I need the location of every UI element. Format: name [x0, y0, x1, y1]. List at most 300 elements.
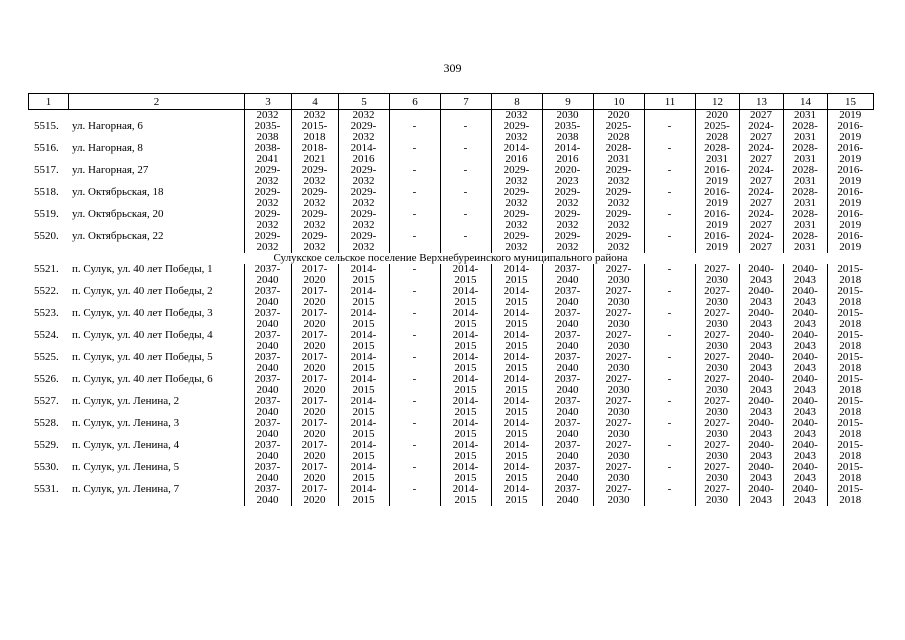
year-cell: 2014-	[440, 462, 491, 473]
row-number: 5525.	[34, 352, 59, 363]
year-cell	[389, 110, 440, 121]
row-number	[28, 319, 68, 330]
year-cell: 2030	[593, 319, 644, 330]
year-cell: 2015-	[827, 352, 873, 363]
year-cell: 2016-	[827, 143, 873, 154]
year-cell: 2014-	[338, 418, 389, 429]
year-cell: 2037-	[244, 330, 291, 341]
row-number: 5518.	[34, 187, 59, 198]
year-cell: 2019	[827, 132, 873, 143]
year-cell: 2015	[338, 407, 389, 418]
row-number	[28, 198, 68, 209]
row-number	[28, 275, 68, 286]
header-col-14: 14	[784, 94, 828, 110]
table-row	[28, 286, 873, 297]
year-cell: 2032	[542, 198, 593, 209]
year-cell: 2040	[244, 473, 291, 484]
year-cell: -	[389, 418, 440, 429]
year-cell: 2032	[593, 198, 644, 209]
year-cell: 2037-	[244, 374, 291, 385]
year-cell: 2024-	[739, 143, 783, 154]
year-cell	[644, 242, 695, 253]
address-cell: п. Сулук, ул. 40 лет Победы, 2	[72, 286, 213, 297]
year-cell: 2040	[244, 341, 291, 352]
year-cell: 2014-	[338, 264, 389, 275]
year-cell: 2027	[739, 110, 783, 121]
year-cell: 2015	[338, 451, 389, 462]
year-cell	[389, 220, 440, 231]
year-cell: 2019	[695, 220, 739, 231]
year-cell: 2018	[827, 407, 873, 418]
year-cell: 2014-	[542, 143, 593, 154]
year-cell: 2030	[695, 297, 739, 308]
year-cell: 2040-	[783, 330, 827, 341]
year-cell: -	[389, 440, 440, 451]
year-cell: 2027-	[593, 440, 644, 451]
year-cell: 2015	[440, 341, 491, 352]
header-col-13: 13	[740, 94, 784, 110]
year-cell: 2031	[695, 154, 739, 165]
year-cell: 2040-	[739, 374, 783, 385]
year-cell: 2015-	[827, 286, 873, 297]
year-cell: 2030	[593, 341, 644, 352]
year-cell: 2014-	[491, 396, 542, 407]
year-cell: 2015	[338, 363, 389, 374]
year-cell: 2027-	[695, 418, 739, 429]
year-cell: 2023	[542, 176, 593, 187]
table-row	[28, 132, 873, 143]
year-cell: 2031	[593, 154, 644, 165]
year-cell: 2032	[291, 110, 338, 121]
year-cell: 2032	[291, 220, 338, 231]
year-cell: 2029-	[491, 165, 542, 176]
address-cell	[68, 363, 244, 374]
address-cell	[68, 297, 244, 308]
page-number: 309	[443, 61, 462, 75]
table-row	[28, 297, 873, 308]
year-cell: 2032	[593, 220, 644, 231]
year-cell: 2029-	[593, 231, 644, 242]
year-cell: 2040	[244, 385, 291, 396]
year-cell: 2029-	[244, 231, 291, 242]
year-cell: 2040	[542, 275, 593, 286]
year-cell: 2027-	[593, 374, 644, 385]
year-cell: 2032	[491, 220, 542, 231]
table-row	[28, 143, 873, 154]
year-cell: 2020	[291, 341, 338, 352]
row-number	[28, 385, 68, 396]
year-cell	[440, 154, 491, 165]
year-cell: 2040	[244, 495, 291, 506]
year-cell: 2014-	[491, 462, 542, 473]
year-cell: 2029-	[338, 165, 389, 176]
year-cell: -	[644, 286, 695, 297]
year-cell: 2027	[739, 154, 783, 165]
year-cell: 2030	[593, 275, 644, 286]
year-cell: 2038	[244, 132, 291, 143]
header-col-8: 8	[492, 94, 543, 110]
year-cell: 2018	[827, 275, 873, 286]
year-cell	[389, 176, 440, 187]
year-cell	[389, 341, 440, 352]
year-cell: 2040-	[739, 396, 783, 407]
year-cell: 2040	[542, 407, 593, 418]
year-cell: 2035-	[244, 121, 291, 132]
row-number	[28, 154, 68, 165]
year-cell: 2018	[827, 495, 873, 506]
year-cell: 2032	[244, 198, 291, 209]
year-cell: 2018	[827, 319, 873, 330]
year-cell: 2018	[827, 297, 873, 308]
year-cell: 2014-	[440, 330, 491, 341]
year-cell: 2027-	[593, 286, 644, 297]
year-cell: 2014-	[338, 462, 389, 473]
row-number: 5519.	[34, 209, 59, 220]
year-cell	[389, 242, 440, 253]
year-cell: 2032	[244, 220, 291, 231]
year-cell: 2030	[695, 495, 739, 506]
section-heading-row	[28, 253, 873, 264]
year-cell: -	[644, 209, 695, 220]
year-cell: -	[389, 187, 440, 198]
table-row	[28, 308, 873, 319]
year-cell	[644, 385, 695, 396]
row-number	[28, 220, 68, 231]
row-number	[28, 242, 68, 253]
address-cell	[68, 275, 244, 286]
year-cell: 2032	[338, 198, 389, 209]
year-cell: 2037-	[542, 484, 593, 495]
year-cell: 2015	[440, 451, 491, 462]
year-cell	[644, 407, 695, 418]
year-cell: 2032	[491, 198, 542, 209]
year-cell: 2027-	[593, 264, 644, 275]
year-cell: -	[389, 396, 440, 407]
year-cell: 2015-	[827, 418, 873, 429]
year-cell: 2030	[695, 363, 739, 374]
year-cell: 2032	[244, 110, 291, 121]
header-col-1: 1	[29, 94, 69, 110]
year-cell: -	[644, 330, 695, 341]
year-cell: 2040-	[783, 308, 827, 319]
year-cell: 2043	[783, 407, 827, 418]
table-row	[28, 451, 873, 462]
header-row	[29, 94, 874, 110]
row-number: 5530.	[34, 462, 59, 473]
year-cell: 2016-	[695, 187, 739, 198]
year-cell: 2032	[542, 242, 593, 253]
year-cell: 2019	[827, 154, 873, 165]
year-cell: 2014-	[491, 440, 542, 451]
table-row	[28, 275, 873, 286]
table-row	[28, 352, 873, 363]
year-cell: -	[440, 121, 491, 132]
year-cell: 2016-	[827, 121, 873, 132]
year-cell: 2016-	[695, 165, 739, 176]
year-cell: -	[644, 352, 695, 363]
year-cell: 2020	[291, 275, 338, 286]
table-row	[28, 231, 873, 242]
row-number: 5521.	[34, 264, 59, 275]
year-cell: 2016-	[695, 231, 739, 242]
year-cell: 2043	[783, 451, 827, 462]
year-cell: 2019	[827, 198, 873, 209]
header-col-4: 4	[292, 94, 339, 110]
row-number	[28, 363, 68, 374]
year-cell: 2032	[338, 220, 389, 231]
row-number	[28, 297, 68, 308]
year-cell: 2017-	[291, 330, 338, 341]
table-row	[28, 341, 873, 352]
year-cell	[644, 198, 695, 209]
year-cell: -	[389, 264, 440, 275]
year-cell: 2020	[291, 385, 338, 396]
year-cell: -	[644, 396, 695, 407]
year-cell	[389, 407, 440, 418]
address-cell	[68, 132, 244, 143]
address-cell	[68, 319, 244, 330]
row-number: 5527.	[34, 396, 59, 407]
year-cell: 2030	[593, 407, 644, 418]
year-cell: 2027-	[593, 484, 644, 495]
year-cell: 2016-	[827, 187, 873, 198]
year-cell	[644, 297, 695, 308]
year-cell: 2029-	[542, 187, 593, 198]
year-cell: 2037-	[542, 440, 593, 451]
year-cell: 2031	[783, 110, 827, 121]
year-cell: 2017-	[291, 374, 338, 385]
row-number	[28, 495, 68, 506]
row-number: 5524.	[34, 330, 59, 341]
year-cell: 2020	[291, 297, 338, 308]
header-col-10: 10	[594, 94, 645, 110]
year-cell: 2014-	[338, 484, 389, 495]
year-cell: 2028-	[783, 121, 827, 132]
year-cell: -	[440, 231, 491, 242]
year-cell: 2027-	[593, 462, 644, 473]
address-cell	[68, 429, 244, 440]
year-cell: -	[644, 231, 695, 242]
year-cell: 2014-	[338, 330, 389, 341]
table-row	[28, 440, 873, 451]
year-cell: 2015-	[827, 484, 873, 495]
year-cell	[389, 275, 440, 286]
year-cell: 2015	[440, 297, 491, 308]
year-cell: 2017-	[291, 286, 338, 297]
year-cell: 2020	[291, 407, 338, 418]
year-cell: 2037-	[244, 308, 291, 319]
year-cell	[644, 176, 695, 187]
address-cell: ул. Октябрьская, 22	[72, 231, 164, 242]
year-cell: 2043	[783, 495, 827, 506]
year-cell: 2025-	[695, 121, 739, 132]
table-row	[28, 330, 873, 341]
year-cell: 2043	[739, 341, 783, 352]
year-cell: 2029-	[542, 231, 593, 242]
year-cell: 2015	[338, 319, 389, 330]
section-heading: Сулукское сельское поселение Верхнебуреинского муниципального района	[273, 253, 628, 264]
year-cell: 2027-	[593, 352, 644, 363]
year-cell: 2032	[593, 242, 644, 253]
table-row	[28, 462, 873, 473]
year-cell: 2040-	[739, 484, 783, 495]
address-cell	[68, 341, 244, 352]
year-cell: -	[644, 418, 695, 429]
year-cell: 2027	[739, 198, 783, 209]
table-row	[28, 418, 873, 429]
year-cell: 2037-	[542, 374, 593, 385]
year-cell: -	[389, 352, 440, 363]
year-cell: 2040	[244, 297, 291, 308]
year-cell: 2040	[244, 319, 291, 330]
year-cell: 2017-	[291, 264, 338, 275]
year-cell: -	[389, 209, 440, 220]
year-cell	[644, 275, 695, 286]
year-cell: 2015	[440, 385, 491, 396]
year-cell: 2029-	[593, 187, 644, 198]
year-cell: 2031	[783, 198, 827, 209]
header-col-9: 9	[543, 94, 594, 110]
table-row	[28, 385, 873, 396]
year-cell: 2014-	[440, 352, 491, 363]
year-cell: 2040-	[739, 418, 783, 429]
year-cell: 2040	[244, 407, 291, 418]
year-cell	[644, 132, 695, 143]
year-cell: 2018	[291, 132, 338, 143]
year-cell: 2027-	[695, 264, 739, 275]
address-cell: п. Сулук, ул. 40 лет Победы, 5	[72, 352, 213, 363]
year-cell: 2015-	[827, 440, 873, 451]
address-cell: п. Сулук, ул. Ленина, 5	[72, 462, 180, 473]
year-cell: 2030	[695, 319, 739, 330]
address-cell	[68, 154, 244, 165]
table-row	[28, 220, 873, 231]
year-cell: 2027-	[593, 418, 644, 429]
year-cell: 2020	[291, 495, 338, 506]
year-cell: -	[644, 264, 695, 275]
year-cell	[644, 363, 695, 374]
year-cell: 2037-	[542, 462, 593, 473]
year-cell: 2040-	[739, 286, 783, 297]
year-cell: 2043	[739, 319, 783, 330]
year-cell: 2030	[593, 451, 644, 462]
year-cell: 2029-	[338, 121, 389, 132]
year-cell: 2024-	[739, 209, 783, 220]
address-cell	[68, 495, 244, 506]
year-cell: 2029-	[593, 165, 644, 176]
address-cell	[68, 451, 244, 462]
header-col-3: 3	[245, 94, 292, 110]
year-cell: 2015	[440, 473, 491, 484]
year-cell: 2043	[739, 407, 783, 418]
year-cell: 2028-	[783, 143, 827, 154]
year-cell: 2020	[291, 319, 338, 330]
address-cell: п. Сулук, ул. Ленина, 7	[72, 484, 180, 495]
year-cell: 2031	[783, 220, 827, 231]
year-cell: 2040-	[783, 418, 827, 429]
row-number: 5516.	[34, 143, 59, 154]
year-cell: 2043	[739, 429, 783, 440]
year-cell: 2028-	[783, 209, 827, 220]
year-cell: 2014-	[338, 143, 389, 154]
year-cell	[389, 297, 440, 308]
year-cell: 2037-	[244, 484, 291, 495]
year-cell: 2019	[827, 110, 873, 121]
year-cell: 2032	[291, 198, 338, 209]
year-cell: 2018	[827, 473, 873, 484]
year-cell: 2043	[783, 275, 827, 286]
year-cell	[644, 110, 695, 121]
year-cell: 2014-	[338, 352, 389, 363]
year-cell: 2017-	[291, 462, 338, 473]
year-cell: -	[389, 165, 440, 176]
year-cell: 2015	[440, 429, 491, 440]
year-cell: 2024-	[739, 165, 783, 176]
year-cell: 2029-	[244, 165, 291, 176]
year-cell	[440, 242, 491, 253]
year-cell: 2015	[440, 363, 491, 374]
year-cell: -	[644, 121, 695, 132]
row-number	[28, 132, 68, 143]
year-cell: 2031	[783, 242, 827, 253]
year-cell	[440, 198, 491, 209]
year-cell: 2037-	[244, 264, 291, 275]
year-cell: -	[644, 440, 695, 451]
year-cell: 2040-	[739, 352, 783, 363]
year-cell: 2040	[542, 473, 593, 484]
year-cell: 2037-	[244, 286, 291, 297]
year-cell: 2037-	[542, 352, 593, 363]
year-cell: 2019	[827, 220, 873, 231]
row-number: 5523.	[34, 308, 59, 319]
year-cell: 2016-	[695, 209, 739, 220]
year-cell: 2032	[244, 242, 291, 253]
year-cell: -	[440, 187, 491, 198]
year-cell: 2040	[542, 429, 593, 440]
year-cell: 2015	[491, 297, 542, 308]
year-cell: 2043	[783, 297, 827, 308]
year-cell: -	[389, 121, 440, 132]
year-cell: 2016	[491, 154, 542, 165]
year-cell	[644, 154, 695, 165]
row-number: 5528.	[34, 418, 59, 429]
year-cell: 2015	[440, 275, 491, 286]
year-cell: 2037-	[244, 462, 291, 473]
year-cell: 2017-	[291, 352, 338, 363]
year-cell: 2030	[695, 473, 739, 484]
year-cell: 2015	[440, 319, 491, 330]
year-cell: 2017-	[291, 418, 338, 429]
year-cell: 2030	[695, 275, 739, 286]
year-cell: -	[440, 165, 491, 176]
year-cell: 2032	[593, 176, 644, 187]
year-cell: 2015	[338, 275, 389, 286]
year-cell	[389, 473, 440, 484]
year-cell: 2027	[739, 220, 783, 231]
year-cell: 2029-	[491, 231, 542, 242]
year-cell: -	[389, 484, 440, 495]
year-cell: 2014-	[491, 308, 542, 319]
year-cell: 2030	[593, 385, 644, 396]
year-cell: 2030	[542, 110, 593, 121]
year-cell: 2014-	[491, 264, 542, 275]
year-cell: 2029-	[244, 187, 291, 198]
table-row	[28, 374, 873, 385]
year-cell: 2019	[695, 198, 739, 209]
year-cell: 2015	[440, 407, 491, 418]
row-number	[28, 341, 68, 352]
year-cell: 2030	[695, 451, 739, 462]
